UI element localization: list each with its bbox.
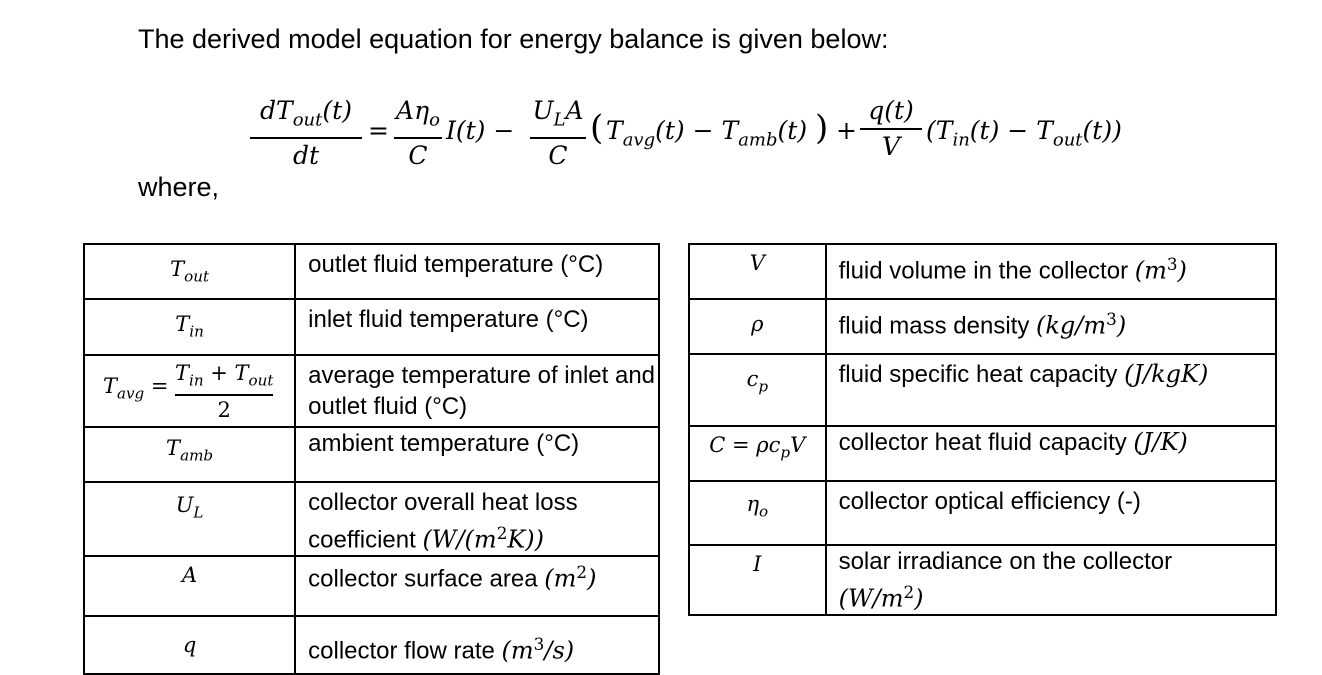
energy-balance-equation <box>250 96 1160 176</box>
where-label: where, <box>138 172 220 202</box>
variable-symbol: $T_{amb}$ <box>84 427 295 482</box>
table-row <box>84 482 659 556</box>
table-row <box>84 355 659 427</box>
plus-sign: + <box>836 116 857 145</box>
variable-description: inlet fluid temperature (°C) <box>295 299 659 355</box>
lhs-fraction: $dT_{out}(t)$ dt <box>250 96 362 171</box>
table-row <box>84 616 659 674</box>
right-variables-table <box>688 243 1277 616</box>
variable-symbol: A <box>84 556 295 616</box>
variable-description: collector surface area $(m^2)$ <box>295 556 659 616</box>
variable-description: collector overall heat loss coefficient $(W/(m^2K))$ <box>295 482 659 556</box>
variable-description: collector flow rate $(m^3/s)$ <box>295 616 659 674</box>
close-paren: ) <box>815 108 829 148</box>
table-row <box>84 244 659 299</box>
variable-description: collector optical efficiency (-) <box>826 481 1276 545</box>
variable-symbol: $U_L$ <box>84 482 295 556</box>
variable-symbol: $\eta_o$ <box>689 481 826 545</box>
table-row <box>689 545 1276 615</box>
open-paren: ( <box>590 108 604 148</box>
variable-symbol: $T_{avg}$ = $T_{in} + T_{out}$ 2 <box>84 355 295 427</box>
variable-description: average temperature of inlet and outlet fluid (°C) <box>295 355 659 427</box>
left-variables-table <box>83 243 660 675</box>
flow-fraction: q(t) V <box>860 96 922 162</box>
table-row <box>689 354 1276 426</box>
variable-description: collector heat fluid capacity (J/K) <box>826 426 1276 481</box>
table-row <box>689 426 1276 481</box>
table-row <box>84 427 659 482</box>
page-heading: The derived model equation for energy balance is given below: <box>138 24 889 54</box>
variable-description: fluid specific heat capacity (J/kgK) <box>826 354 1276 426</box>
variable-description: fluid volume in the collector $(m^3)$ <box>826 244 1276 299</box>
variable-symbol: ρ <box>689 299 826 354</box>
optical-fraction: $A\eta_o$ C <box>394 96 442 171</box>
variable-symbol: $T_{in}$ <box>84 299 295 355</box>
variable-description: ambient temperature (°C) <box>295 427 659 482</box>
temperature-difference-term: $T_{avg}(t) - T_{amb}(t)$ <box>606 116 808 151</box>
inlet-outlet-term: $(T_{in}(t) - T_{out}(t))$ <box>926 116 1122 151</box>
table-row <box>689 481 1276 545</box>
table-row <box>689 244 1276 299</box>
variable-description: solar irradiance on the collector $(W/m^2)$ <box>826 545 1276 615</box>
table-row <box>84 299 659 355</box>
variable-symbol: q <box>84 616 295 674</box>
variable-symbol: V <box>689 244 826 299</box>
table-row <box>689 299 1276 354</box>
variable-symbol: $c_p$ <box>689 354 826 426</box>
variable-symbol: $C = \rho c_pV$ <box>689 426 826 481</box>
variable-description: fluid mass density $(kg/m^3)$ <box>826 299 1276 354</box>
loss-fraction: $U_LA$ C <box>530 96 586 171</box>
table-row <box>84 556 659 616</box>
variable-description: outlet fluid temperature (°C) <box>295 244 659 299</box>
irradiance-term: I(t) − <box>446 116 515 145</box>
equals-sign: = <box>368 116 389 145</box>
variable-symbol: $T_{out}$ <box>84 244 295 299</box>
variable-symbol: I <box>689 545 826 615</box>
